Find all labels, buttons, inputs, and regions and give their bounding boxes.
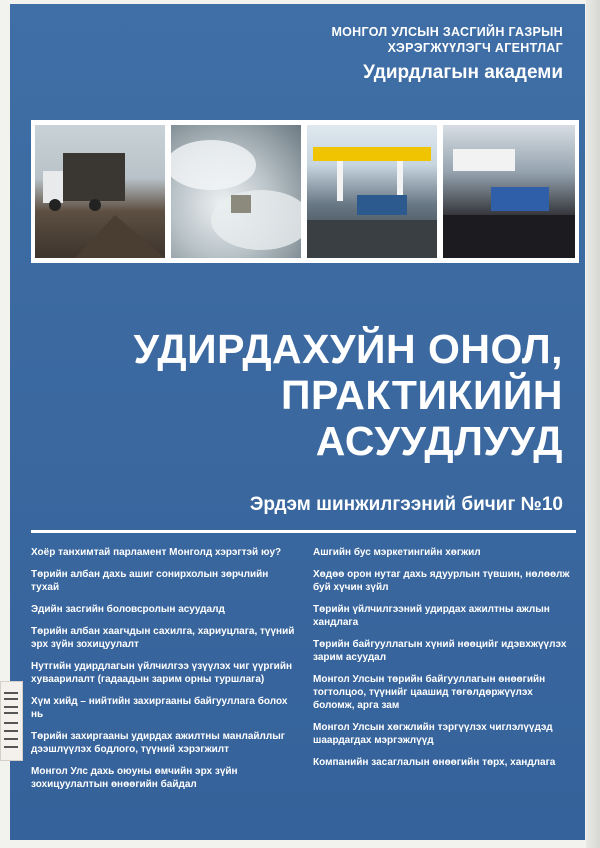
publisher-line-1: МОНГОЛ УЛСЫН ЗАСГИЙН ГАЗРЫН: [331, 25, 563, 39]
topic-item: Хүм хийд – нийтийн захиргааны байгууллага болох нь: [31, 696, 288, 720]
title-line-3: АСУУДЛУУД: [315, 418, 563, 464]
topic-item: Төрийн байгууллагын хүний нөөцийг идэвхжүүлэх зарим асуудал: [313, 639, 567, 663]
photo-gas-station: [307, 125, 437, 258]
photo-strip: [31, 120, 579, 263]
book-title: [133, 326, 563, 464]
page-edge: [586, 0, 600, 848]
topics-left-column: [31, 546, 299, 800]
publisher-line-2: ХЭРЭГЖҮҮЛЭГЧ АГЕНТЛАГ: [387, 41, 563, 55]
divider: [31, 530, 576, 533]
topic-item: Компанийн засаглалын өнөөгийн төрх, хандлага: [313, 757, 556, 768]
title-line-2: ПРАКТИКИЙН: [281, 372, 563, 418]
topic-item: Нутгийн удирдлагын үйлчилгээ үзүүлэх чиг үүргийн хуваарилалт (гадаадын зарим орны туршлага): [31, 661, 293, 685]
topic-item: Хоёр танхимтай парламент Монголд хэрэгтэй юу?: [31, 547, 282, 558]
library-barcode-sticker: [0, 681, 23, 761]
topic-item: Төрийн захиргааны удирдах ажилтны манлайллыг дээшлүүлэх бодлого, түүний хэрэгжилт: [31, 731, 285, 755]
title-line-1: УДИРДАХУЙН ОНОЛ,: [133, 326, 563, 372]
photo-smog-city: [171, 125, 301, 258]
book-cover: [10, 4, 585, 840]
topic-item: Монгол Улс дахь оюуны өмчийн эрх зүйн зохицуулалтын өнөөгийн байдал: [31, 766, 238, 790]
photo-protest: [443, 125, 575, 258]
series-subtitle: Эрдэм шинжилгээний бичиг №10: [249, 494, 563, 515]
publisher-header: [331, 24, 563, 84]
academy-name: Удирдлагын академи: [363, 62, 563, 83]
topic-item: Эдийн засгийн боловсролын асуудалд: [31, 604, 225, 615]
topic-item: Монгол Улсын төрийн байгууллагын өнөөгийн тогтолцоо, түүнийг цаашид төгөлдөржүүлэх боломж, арга зам: [313, 674, 546, 711]
topic-item: Хөдөө орон нутаг дахь ядуурлын түвшин, нөлөөлж буй хүчин зүйл: [313, 569, 570, 593]
topic-item: Төрийн албан дахь ашиг сонирхолын зөрчлийн тухай: [31, 569, 269, 593]
topic-item: Монгол Улсын хөгжлийн тэргүүлэх чиглэлүүдэд шаардагдах мэргэжлүүд: [313, 722, 553, 746]
topic-item: Төрийн албан хаагчдын сахилга, хариуцлага, түүний эрх зүйн зохицуулалт: [31, 626, 295, 650]
photo-truck-coal: [35, 125, 165, 258]
topic-item: Төрийн үйлчилгээний удирдах ажилтны ажлын хандлага: [313, 604, 550, 628]
topic-item: Ашгийн бус мэркетингийн хөгжил: [313, 547, 481, 558]
topics-right-column: [313, 546, 575, 778]
